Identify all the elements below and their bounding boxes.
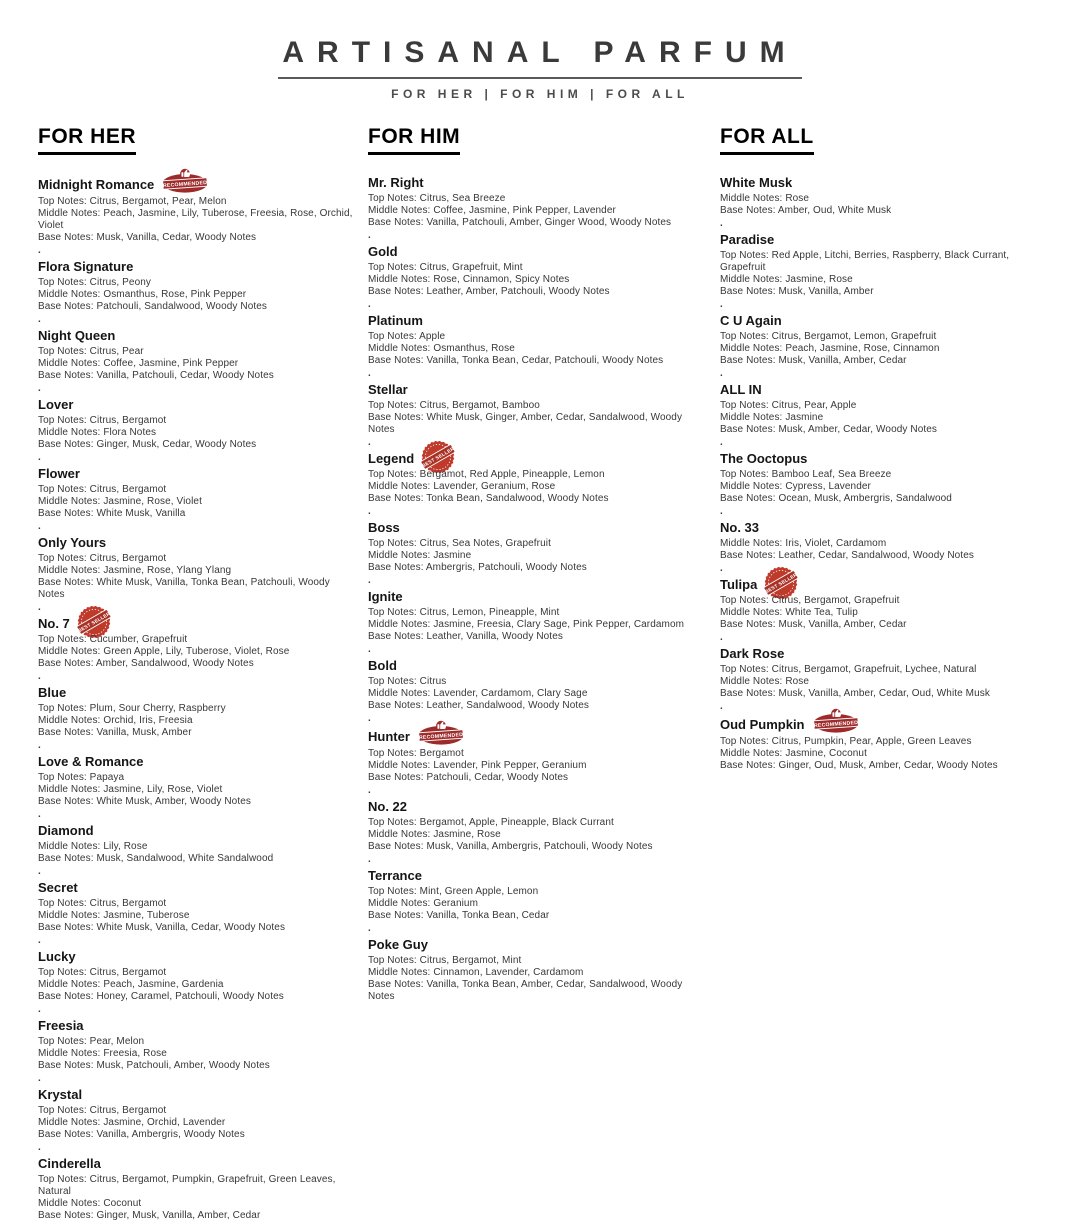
column-for-him [368,125,720,1222]
perfume-name-text: Terrance [368,868,422,883]
note-line: Base Notes: Amber, Sandalwood, Woody Notes [38,658,254,669]
note-line: Base Notes: Musk, Vanilla, Amber, Cedar, Oud, White Musk [720,688,990,699]
perfume-name-text: Legend [368,451,415,466]
note-line: Middle Notes: Coffee, Jasmine, Pink Pepper, Lavender [368,205,616,216]
perfume-name-text: The Ooctopus [720,451,808,466]
perfume-name [38,1087,354,1103]
perfume-entry [38,880,354,934]
perfume-entry [720,175,1056,217]
note-line: Base Notes: Musk, Vanilla, Amber, Cedar [720,355,907,366]
perfume-name [38,259,354,275]
perfume-name-text: Gold [368,244,398,259]
perfume-name [38,754,354,770]
perfume-name [720,232,1056,248]
perfume-name-text: Mr. Right [368,175,424,190]
note-line: Top Notes: Citrus, Bergamot, Pear, Melon [38,196,227,207]
perfume-name-text: Dark Rose [720,646,785,661]
perfume-name-text: Tulipa [720,577,758,592]
entries-for-her [38,175,368,1222]
note-line: Middle Notes: Jasmine, Rose, Ylang Ylang [38,565,232,576]
note-line: Base Notes: Vanilla, Patchouli, Cedar, Woody Notes [38,370,274,381]
perfume-name [368,799,706,815]
perfume-name-text: No. 33 [720,520,760,535]
note-line: Middle Notes: Jasmine, Rose, Violet [38,496,202,507]
note-line: Base Notes: Ginger, Oud, Musk, Amber, Cedar, Woody Notes [720,760,998,771]
note-line: Base Notes: Vanilla, Patchouli, Amber, Ginger Wood, Woody Notes [368,217,672,228]
note-line: Top Notes: Citrus, Peony [38,277,152,288]
header [0,0,1080,101]
note-line: Top Notes: Citrus, Bergamot, Grapefruit [720,595,900,606]
page-subtitle: FOR HER | FOR HIM | FOR ALL [391,87,689,101]
entry-separator: . [720,368,723,379]
note-line: Base Notes: White Musk, Vanilla, Tonka Bean, Patchouli, Woody Notes [38,577,330,600]
note-line: Top Notes: Pear, Melon [38,1036,145,1047]
perfume-entry [720,382,1056,436]
note-line: Top Notes: Citrus, Bergamot, Mint [368,955,522,966]
note-line: Top Notes: Citrus, Sea Breeze [368,193,506,204]
perfume-name-text: Krystal [38,1087,83,1102]
perfume-entry [38,397,354,451]
entry-separator: . [38,521,41,532]
perfume-entry [368,244,706,298]
perfume-name-text: No. 22 [368,799,408,814]
note-line: Middle Notes: Jasmine, Rose [368,829,501,840]
note-line: Top Notes: Mint, Green Apple, Lemon [368,886,539,897]
perfume-name [720,313,1056,329]
note-line: Middle Notes: Osmanthus, Rose [368,343,515,354]
svg-text:RECOMMENDED: RECOMMENDED [163,180,208,190]
recommended-badge [811,707,861,734]
entry-separator: . [38,1142,41,1153]
perfume-name [720,382,1056,398]
perfume-entry [38,823,354,865]
perfume-name [368,175,706,191]
perfume-entry [38,754,354,808]
perfume-name-text: Boss [368,520,400,535]
perfume-name [368,589,706,605]
column-for-all [720,125,1070,1222]
menu-columns [0,101,1080,1222]
note-line: Top Notes: Bergamot, Red Apple, Pineapple, Lemon [368,469,605,480]
entries-for-him [368,175,720,1003]
note-line: Top Notes: Citrus, Sea Notes, Grapefruit [368,538,551,549]
column-heading-for-all: FOR ALL [720,125,814,155]
perfume-entry [38,466,354,520]
note-line: Base Notes: Leather, Sandalwood, Woody Notes [368,700,590,711]
note-line: Middle Notes: Cypress, Lavender [720,481,871,492]
perfume-name [38,1156,354,1172]
note-line: Base Notes: Amber, Oud, White Musk [720,205,892,216]
perfume-name-text: White Musk [720,175,793,190]
note-line: Middle Notes: Peach, Jasmine, Gardenia [38,979,224,990]
note-line: Top Notes: Citrus, Pumpkin, Pear, Apple, Green Leaves [720,736,972,747]
note-line: Top Notes: Citrus [368,676,447,687]
perfume-name [38,949,354,965]
perfume-entry [368,589,706,643]
note-line: Middle Notes: White Tea, Tulip [720,607,858,618]
perfume-name-text: C U Again [720,313,782,328]
perfume-entry [38,535,354,601]
perfume-entry [38,611,354,670]
perfume-name [720,572,1056,596]
note-line: Middle Notes: Lavender, Cardamom, Clary Sage [368,688,588,699]
entry-separator: . [38,809,41,820]
perfume-name-text: Freesia [38,1018,84,1033]
perfume-name [38,880,354,896]
perfume-entry [368,520,706,574]
entry-separator: . [368,785,371,796]
entry-separator: . [368,854,371,865]
note-line: Middle Notes: Lavender, Geranium, Rose [368,481,556,492]
perfume-name-text: ALL IN [720,382,762,397]
perfume-name-text: Only Yours [38,535,107,550]
perfume-name-text: Night Queen [38,328,116,343]
note-line: Base Notes: Ocean, Musk, Ambergris, Sandalwood [720,493,952,504]
entry-separator: . [368,437,371,448]
entry-separator: . [720,218,723,229]
perfume-entry [368,175,706,229]
note-line: Top Notes: Citrus, Pear [38,346,144,357]
perfume-name-text: Blue [38,685,67,700]
note-line: Base Notes: White Musk, Ginger, Amber, Cedar, Sandalwood, Woody Notes [368,412,683,435]
entry-separator: . [368,644,371,655]
note-line: Top Notes: Citrus, Bergamot [38,967,167,978]
entry-separator: . [720,701,723,712]
note-line: Middle Notes: Rose, Cinnamon, Spicy Notes [368,274,570,285]
perfume-entry [720,232,1056,298]
note-line: Top Notes: Citrus, Pear, Apple [720,400,857,411]
entry-separator: . [720,299,723,310]
note-line: Top Notes: Bergamot, Apple, Pineapple, Black Currant [368,817,614,828]
note-line: Middle Notes: Peach, Jasmine, Lily, Tuberose, Freesia, Rose, Orchid, Violet [38,208,353,231]
note-line: Middle Notes: Jasmine, Coconut [720,748,867,759]
note-line: Middle Notes: Rose [720,193,810,204]
perfume-entry [38,259,354,313]
perfume-name-text: Secret [38,880,78,895]
perfume-name [38,175,354,194]
note-line: Base Notes: Leather, Cedar, Sandalwood, Woody Notes [720,550,974,561]
column-heading-for-her: FOR HER [38,125,136,155]
note-line: Middle Notes: Cinnamon, Lavender, Cardamom [368,967,584,978]
note-line: Base Notes: Ambergris, Patchouli, Woody Notes [368,562,587,573]
perfume-name-text: Hunter [368,728,410,744]
perfume-entry [368,382,706,436]
perfume-entry [368,799,706,853]
perfume-name [38,328,354,344]
perfume-entry [368,446,706,505]
page-title: ARTISANAL PARFUM [278,36,801,79]
perfume-entry [368,937,706,1003]
note-line: Middle Notes: Coconut [38,1198,142,1209]
note-line: Top Notes: Citrus, Grapefruit, Mint [368,262,523,273]
svg-text:BEST SELLER: BEST SELLER [764,572,799,596]
note-line: Top Notes: Red Apple, Litchi, Berries, Raspberry, Black Currant, Grapefruit [720,250,1010,273]
svg-text:BEST SELLER: BEST SELLER [77,611,112,635]
note-line: Middle Notes: Coffee, Jasmine, Pink Pepper [38,358,239,369]
perfume-name-text: Flower [38,466,80,481]
note-line: Middle Notes: Jasmine [720,412,824,423]
svg-text:RECOMMENDED: RECOMMENDED [418,732,464,742]
note-line: Top Notes: Bamboo Leaf, Sea Breeze [720,469,892,480]
perfume-name [38,1018,354,1034]
perfume-entry [368,868,706,922]
perfume-name [368,658,706,674]
perfume-name [38,611,354,635]
entry-separator: . [38,245,41,256]
perfume-entry [368,313,706,367]
note-line: Base Notes: Honey, Caramel, Patchouli, Woody Notes [38,991,284,1002]
note-line: Base Notes: Leather, Vanilla, Woody Notes [368,631,563,642]
note-line: Middle Notes: Orchid, Iris, Freesia [38,715,193,726]
note-line: Top Notes: Citrus, Bergamot [38,484,167,495]
perfume-name [368,937,706,953]
perfume-name [368,382,706,398]
entry-separator: . [368,506,371,517]
perfume-name [368,244,706,260]
note-line: Middle Notes: Flora Notes [38,427,157,438]
note-line: Base Notes: Leather, Amber, Patchouli, Woody Notes [368,286,610,297]
perfume-name [38,685,354,701]
perfume-name-text: Ignite [368,589,403,604]
note-line: Base Notes: Musk, Vanilla, Amber [720,286,874,297]
entry-separator: . [38,602,41,613]
note-line: Base Notes: Vanilla, Tonka Bean, Amber, Cedar, Sandalwood, Woody Notes [368,979,683,1002]
entry-separator: . [368,368,371,379]
note-line: Base Notes: Ginger, Musk, Cedar, Woody Notes [38,439,257,450]
note-line: Middle Notes: Jasmine, Rose [720,274,853,285]
perfume-name-text: Flora Signature [38,259,134,274]
note-line: Top Notes: Papaya [38,772,125,783]
perfume-name-text: Lover [38,397,74,412]
note-line: Middle Notes: Jasmine, Orchid, Lavender [38,1117,226,1128]
entry-separator: . [38,671,41,682]
svg-text:BEST SELLER: BEST SELLER [421,446,456,470]
note-line: Base Notes: Vanilla, Tonka Bean, Cedar, Patchouli, Woody Notes [368,355,664,366]
entry-separator: . [38,1073,41,1084]
perfume-entry [720,451,1056,505]
perfume-name [720,520,1056,536]
note-line: Base Notes: White Musk, Vanilla [38,508,186,519]
note-line: Middle Notes: Jasmine, Freesia, Clary Sage, Pink Pepper, Cardamom [368,619,685,630]
perfume-entry [720,520,1056,562]
note-line: Base Notes: White Musk, Vanilla, Cedar, Woody Notes [38,922,286,933]
entry-separator: . [368,713,371,724]
perfume-name [368,446,706,470]
perfume-name [38,535,354,551]
entry-separator: . [720,437,723,448]
note-line: Top Notes: Citrus, Bergamot, Bamboo [368,400,540,411]
note-line: Top Notes: Citrus, Bergamot [38,898,167,909]
perfume-entry [38,949,354,1003]
entries-for-all [720,175,1070,772]
perfume-name [368,727,706,746]
note-line: Middle Notes: Green Apple, Lily, Tuberose, Violet, Rose [38,646,290,657]
perfume-name-text: Stellar [368,382,408,397]
note-line: Base Notes: Vanilla, Ambergris, Woody Notes [38,1129,245,1140]
perfume-entry [38,685,354,739]
perfume-name-text: Midnight Romance [38,176,155,192]
note-line: Middle Notes: Peach, Jasmine, Rose, Cinnamon [720,343,940,354]
note-line: Top Notes: Apple [368,331,446,342]
entry-separator: . [38,383,41,394]
note-line: Middle Notes: Lavender, Pink Pepper, Geranium [368,760,587,771]
entry-separator: . [38,452,41,463]
column-for-her [38,125,368,1222]
note-line: Base Notes: Vanilla, Musk, Amber [38,727,192,738]
note-line: Base Notes: Patchouli, Cedar, Woody Notes [368,772,569,783]
note-line: Base Notes: Ginger, Musk, Vanilla, Amber, Cedar [38,1210,261,1221]
note-line: Base Notes: Musk, Vanilla, Amber, Cedar [720,619,907,630]
perfume-entry [38,175,354,244]
note-line: Top Notes: Cucumber, Grapefruit [38,634,188,645]
note-line: Middle Notes: Geranium [368,898,479,909]
note-line: Top Notes: Citrus, Bergamot, Pumpkin, Grapefruit, Green Leaves, Natural [38,1174,336,1197]
note-line: Middle Notes: Jasmine, Lily, Rose, Violet [38,784,223,795]
entry-separator: . [368,923,371,934]
perfume-name [368,520,706,536]
perfume-name-text: Oud Pumpkin [720,716,805,732]
note-line: Middle Notes: Osmanthus, Rose, Pink Pepper [38,289,247,300]
entry-separator: . [368,575,371,586]
note-line: Top Notes: Citrus, Bergamot [38,1105,167,1116]
perfume-name [720,451,1056,467]
perfume-entry [720,572,1056,631]
note-line: Middle Notes: Lily, Rose [38,841,148,852]
perfume-entry [368,658,706,712]
perfume-entry [368,727,706,784]
perfume-name [720,646,1056,662]
entry-separator: . [38,314,41,325]
perfume-name [38,466,354,482]
note-line: Base Notes: Musk, Vanilla, Cedar, Woody Notes [38,232,257,243]
note-line: Middle Notes: Jasmine, Tuberose [38,910,190,921]
entry-separator: . [720,632,723,643]
note-line: Top Notes: Plum, Sour Cherry, Raspberry [38,703,226,714]
perfume-name-text: Paradise [720,232,775,247]
note-line: Base Notes: Musk, Patchouli, Amber, Woody Notes [38,1060,270,1071]
note-line: Top Notes: Bergamot [368,748,464,759]
entry-separator: . [720,506,723,517]
note-line: Top Notes: Citrus, Bergamot, Grapefruit, Lychee, Natural [720,664,977,675]
entry-separator: . [368,299,371,310]
note-line: Middle Notes: Rose [720,676,810,687]
perfume-entry [720,646,1056,700]
perfume-name [720,175,1056,191]
entry-separator: . [38,866,41,877]
perfume-entry [720,715,1056,772]
perfume-name-text: Poke Guy [368,937,428,952]
perfume-entry [38,1156,354,1222]
note-line: Top Notes: Citrus, Bergamot [38,553,167,564]
entry-separator: . [720,563,723,574]
perfume-name-text: Bold [368,658,397,673]
note-line: Base Notes: Musk, Amber, Cedar, Woody Notes [720,424,937,435]
note-line: Base Notes: Patchouli, Sandalwood, Woody Notes [38,301,267,312]
perfume-name [368,313,706,329]
perfume-name-text: Diamond [38,823,94,838]
entry-separator: . [38,1004,41,1015]
entry-separator: . [368,230,371,241]
perfume-name-text: Love & Romance [38,754,144,769]
perfume-entry [38,328,354,382]
note-line: Base Notes: Musk, Sandalwood, White Sandalwood [38,853,274,864]
perfume-name [38,397,354,413]
entry-separator: . [38,935,41,946]
perfume-name-text: Lucky [38,949,76,964]
svg-text:RECOMMENDED: RECOMMENDED [813,720,858,730]
entry-separator: . [38,740,41,751]
perfume-entry [720,313,1056,367]
note-line: Base Notes: Vanilla, Tonka Bean, Cedar [368,910,550,921]
note-line: Base Notes: Tonka Bean, Sandalwood, Woody Notes [368,493,609,504]
perfume-name-text: Cinderella [38,1156,101,1171]
perfume-entry [38,1018,354,1072]
note-line: Middle Notes: Jasmine [368,550,472,561]
perfume-name [368,868,706,884]
perfume-name-text: No. 7 [38,616,70,631]
perfume-entry [38,1087,354,1141]
recommended-badge [416,719,466,746]
perfume-name [720,715,1056,734]
column-heading-for-him: FOR HIM [368,125,460,155]
note-line: Top Notes: Citrus, Lemon, Pineapple, Mint [368,607,560,618]
note-line: Top Notes: Citrus, Bergamot, Lemon, Grapefruit [720,331,937,342]
note-line: Base Notes: White Musk, Amber, Woody Notes [38,796,251,807]
perfume-name [38,823,354,839]
note-line: Top Notes: Citrus, Bergamot [38,415,167,426]
perfume-name-text: Platinum [368,313,423,328]
note-line: Middle Notes: Iris, Violet, Cardamom [720,538,887,549]
note-line: Middle Notes: Freesia, Rose [38,1048,167,1059]
note-line: Base Notes: Musk, Vanilla, Ambergris, Patchouli, Woody Notes [368,841,653,852]
recommended-badge [160,167,210,194]
